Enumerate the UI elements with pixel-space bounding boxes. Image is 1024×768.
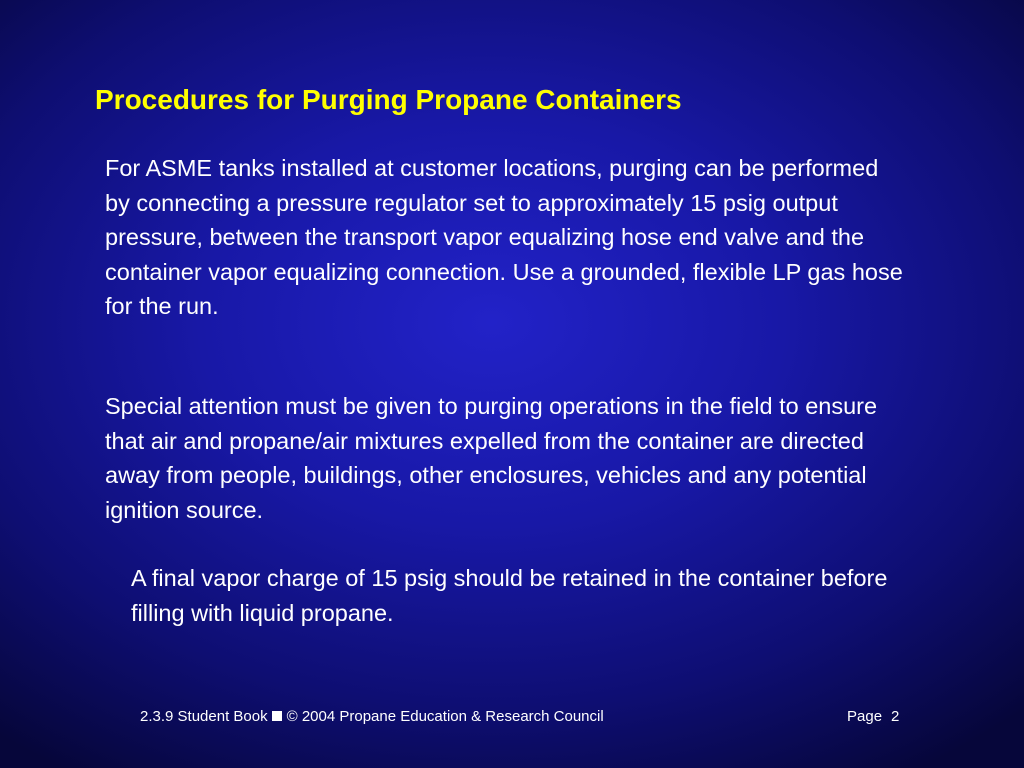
- square-bullet-icon: [272, 711, 282, 721]
- paragraph-asme-purging: For ASME tanks installed at customer locations, purging can be performed by connecting a pressure regulator set to approximately 15 psig output pressure, between the transport vapor equalizing hose end valve and the container vapor equalizing connection. Use a grounded, flexible LP gas hose for the run.: [105, 155, 903, 319]
- page-label: Page: [847, 708, 883, 725]
- page-indicator: [847, 706, 899, 728]
- slide-title: Procedures for Purging Propane Containers: [95, 84, 682, 115]
- slide-footer: [140, 706, 900, 728]
- paragraph-final-vapor-charge: A final vapor charge of 15 psig should be retained in the container before filling with liquid propane.: [131, 565, 888, 626]
- paragraph-special-attention: Special attention must be given to purging operations in the field to ensure that air and propane/air mixtures expelled from the container are directed away from people, buildings, other enclosures, vehicles and any potential ignition source.: [105, 393, 878, 523]
- footer-source: [140, 706, 604, 728]
- footer-copyright: © 2004 Propane Education & Research Council: [286, 708, 604, 725]
- footer-book-label: 2.3.9 Student Book: [140, 708, 268, 725]
- page-number: 2: [891, 708, 900, 725]
